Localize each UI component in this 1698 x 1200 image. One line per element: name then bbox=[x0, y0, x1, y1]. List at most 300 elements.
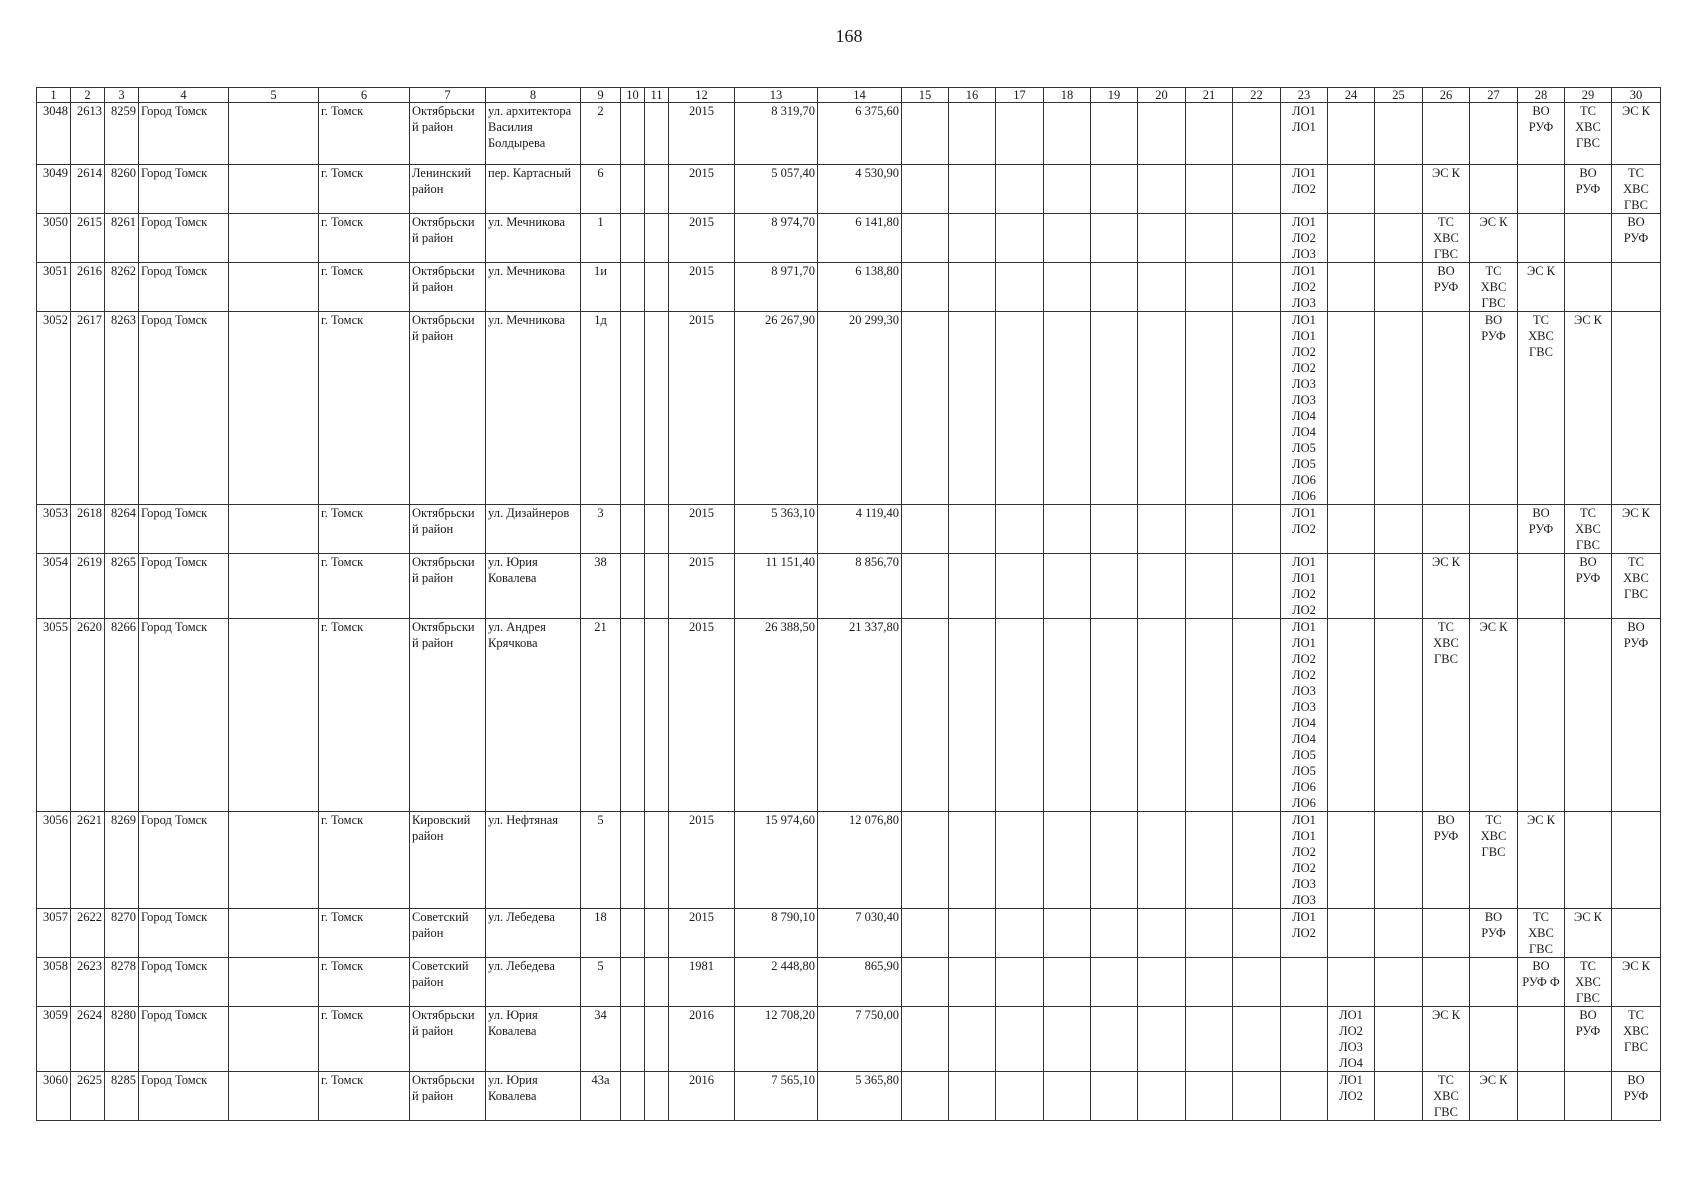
table-cell: 3053 bbox=[37, 505, 71, 554]
table-cell: ул. Мечникова bbox=[486, 312, 581, 505]
table-cell bbox=[1423, 958, 1470, 1007]
table-cell bbox=[1233, 958, 1281, 1007]
table-cell: ТС ХВС ГВС bbox=[1612, 1007, 1661, 1072]
table-cell bbox=[1186, 619, 1233, 812]
table-cell bbox=[996, 1007, 1044, 1072]
table-cell: 2016 bbox=[669, 1072, 735, 1121]
table-cell bbox=[1328, 554, 1375, 619]
table-cell bbox=[229, 1072, 319, 1121]
table-cell bbox=[1470, 505, 1518, 554]
table-cell bbox=[1138, 505, 1186, 554]
table-cell bbox=[1091, 812, 1138, 909]
table-cell bbox=[902, 958, 949, 1007]
table-cell: ВО РУФ bbox=[1565, 1007, 1612, 1072]
table-cell: ВО РУФ bbox=[1470, 909, 1518, 958]
table-cell bbox=[949, 554, 996, 619]
table-cell: г. Томск bbox=[319, 1072, 410, 1121]
table-cell bbox=[1375, 619, 1423, 812]
table-cell bbox=[1375, 1072, 1423, 1121]
table-cell: ЛО1 ЛО1 ЛО2 ЛО2 ЛО3 ЛО3 ЛО4 ЛО4 ЛО5 ЛО5 ЛО6 ЛО6 bbox=[1281, 619, 1328, 812]
table-cell bbox=[1233, 263, 1281, 312]
table-cell: 2015 bbox=[669, 214, 735, 263]
table-cell bbox=[1044, 103, 1091, 165]
table-cell bbox=[902, 103, 949, 165]
table-cell: 12 708,20 bbox=[735, 1007, 818, 1072]
table-cell: г. Томск bbox=[319, 312, 410, 505]
table-cell bbox=[1044, 554, 1091, 619]
table-cell: ЭС К bbox=[1423, 165, 1470, 214]
table-cell: 2617 bbox=[71, 312, 105, 505]
table-cell bbox=[645, 812, 669, 909]
table-cell bbox=[1044, 214, 1091, 263]
table-cell: Советский район bbox=[410, 958, 486, 1007]
column-header: 9 bbox=[581, 88, 621, 103]
table-cell bbox=[1091, 312, 1138, 505]
table-cell bbox=[1186, 1007, 1233, 1072]
table-cell: 2613 bbox=[71, 103, 105, 165]
table-cell: 5 365,80 bbox=[818, 1072, 902, 1121]
table-cell: ЛО1 ЛО2 bbox=[1281, 505, 1328, 554]
column-header: 1 bbox=[37, 88, 71, 103]
table-cell bbox=[229, 165, 319, 214]
table-cell bbox=[1328, 312, 1375, 505]
table-cell bbox=[1044, 909, 1091, 958]
column-number-row bbox=[37, 88, 1661, 103]
column-header: 11 bbox=[645, 88, 669, 103]
table-cell bbox=[1091, 214, 1138, 263]
table-cell bbox=[1186, 909, 1233, 958]
table-cell bbox=[902, 1072, 949, 1121]
table-cell: 7 750,00 bbox=[818, 1007, 902, 1072]
table-cell bbox=[1186, 263, 1233, 312]
table-cell bbox=[996, 214, 1044, 263]
table-cell bbox=[1186, 812, 1233, 909]
table-cell bbox=[996, 1072, 1044, 1121]
table-cell: Город Томск bbox=[139, 263, 229, 312]
table-cell: ЛО1 ЛО2 bbox=[1281, 165, 1328, 214]
table-cell bbox=[1565, 619, 1612, 812]
table-cell: 15 974,60 bbox=[735, 812, 818, 909]
table-cell bbox=[1186, 958, 1233, 1007]
table-cell bbox=[1091, 505, 1138, 554]
table-cell: Октябрьски й район bbox=[410, 1007, 486, 1072]
table-cell bbox=[621, 554, 645, 619]
table-cell bbox=[229, 619, 319, 812]
table-cell bbox=[902, 165, 949, 214]
table-cell bbox=[1044, 1072, 1091, 1121]
table-cell bbox=[1138, 554, 1186, 619]
table-cell: 2 bbox=[581, 103, 621, 165]
table-cell bbox=[229, 909, 319, 958]
table-cell bbox=[621, 165, 645, 214]
table-cell: ТС ХВС ГВС bbox=[1470, 263, 1518, 312]
table-cell bbox=[996, 958, 1044, 1007]
table-cell bbox=[949, 505, 996, 554]
table-cell bbox=[1186, 554, 1233, 619]
table-cell: г. Томск bbox=[319, 554, 410, 619]
table-cell: г. Томск bbox=[319, 103, 410, 165]
table-cell bbox=[1233, 1072, 1281, 1121]
table-row bbox=[37, 165, 1661, 214]
table-cell bbox=[1375, 1007, 1423, 1072]
table-cell bbox=[1328, 958, 1375, 1007]
table-cell bbox=[1186, 103, 1233, 165]
table-cell bbox=[949, 909, 996, 958]
table-cell: ВО РУФ bbox=[1612, 1072, 1661, 1121]
table-cell: 26 388,50 bbox=[735, 619, 818, 812]
table-cell bbox=[1138, 103, 1186, 165]
table-cell: ул. Лебедева bbox=[486, 909, 581, 958]
table-cell: ЛО1 ЛО1 ЛО2 ЛО2 ЛО3 ЛО3 bbox=[1281, 812, 1328, 909]
table-cell bbox=[996, 312, 1044, 505]
table-cell bbox=[1612, 812, 1661, 909]
table-cell bbox=[1138, 263, 1186, 312]
table-cell: ТС ХВС ГВС bbox=[1612, 554, 1661, 619]
table-cell bbox=[1612, 263, 1661, 312]
table-cell: 8266 bbox=[105, 619, 139, 812]
table-cell: Город Томск bbox=[139, 1007, 229, 1072]
column-header: 4 bbox=[139, 88, 229, 103]
column-header: 30 bbox=[1612, 88, 1661, 103]
table-cell: ЛО1 ЛО1 bbox=[1281, 103, 1328, 165]
table-cell: Советский район bbox=[410, 909, 486, 958]
table-cell: 21 bbox=[581, 619, 621, 812]
table-cell: пер. Картасный bbox=[486, 165, 581, 214]
table-cell: ВО РУФ bbox=[1518, 103, 1565, 165]
table-cell: ЭС К bbox=[1423, 554, 1470, 619]
table-cell bbox=[1044, 1007, 1091, 1072]
table-cell bbox=[1186, 214, 1233, 263]
table-cell: 8285 bbox=[105, 1072, 139, 1121]
table-cell: 11 151,40 bbox=[735, 554, 818, 619]
table-cell bbox=[1186, 312, 1233, 505]
table-cell bbox=[1044, 505, 1091, 554]
table-cell bbox=[621, 214, 645, 263]
table-cell: г. Томск bbox=[319, 263, 410, 312]
table-cell: 21 337,80 bbox=[818, 619, 902, 812]
table-row bbox=[37, 1007, 1661, 1072]
table-row bbox=[37, 812, 1661, 909]
table-cell: 2015 bbox=[669, 909, 735, 958]
table-cell bbox=[1375, 165, 1423, 214]
table-cell: 3049 bbox=[37, 165, 71, 214]
table-cell bbox=[1328, 165, 1375, 214]
table-cell bbox=[902, 263, 949, 312]
table-cell bbox=[1138, 1007, 1186, 1072]
table-cell: ЛО1 ЛО2 ЛО3 bbox=[1281, 214, 1328, 263]
table-cell: 3057 bbox=[37, 909, 71, 958]
table-cell bbox=[1375, 554, 1423, 619]
table-cell bbox=[1233, 505, 1281, 554]
table-cell bbox=[1375, 103, 1423, 165]
column-header: 28 bbox=[1518, 88, 1565, 103]
table-cell bbox=[1091, 103, 1138, 165]
table-cell: 865,90 bbox=[818, 958, 902, 1007]
table-cell: ВО РУФ bbox=[1470, 312, 1518, 505]
table-cell bbox=[1375, 263, 1423, 312]
table-cell: 34 bbox=[581, 1007, 621, 1072]
table-cell bbox=[229, 554, 319, 619]
table-cell bbox=[902, 214, 949, 263]
column-header: 20 bbox=[1138, 88, 1186, 103]
column-header: 13 bbox=[735, 88, 818, 103]
table-cell: 3059 bbox=[37, 1007, 71, 1072]
table-cell bbox=[949, 165, 996, 214]
table-cell bbox=[1044, 165, 1091, 214]
table-cell: Октябрьски й район bbox=[410, 214, 486, 263]
table-cell: ЛО1 ЛО2 bbox=[1281, 909, 1328, 958]
column-header: 8 bbox=[486, 88, 581, 103]
table-cell: ЭС К bbox=[1565, 312, 1612, 505]
table-cell: 2015 bbox=[669, 165, 735, 214]
table-cell bbox=[996, 619, 1044, 812]
table-cell: г. Томск bbox=[319, 505, 410, 554]
table-cell: 2015 bbox=[669, 812, 735, 909]
table-cell bbox=[229, 1007, 319, 1072]
table-cell: 2616 bbox=[71, 263, 105, 312]
table-cell bbox=[621, 958, 645, 1007]
table-cell: г. Томск bbox=[319, 909, 410, 958]
table-cell bbox=[1518, 1007, 1565, 1072]
table-cell: ЭС К bbox=[1612, 505, 1661, 554]
table-cell bbox=[1375, 958, 1423, 1007]
table-cell: Город Томск bbox=[139, 1072, 229, 1121]
table-cell: 38 bbox=[581, 554, 621, 619]
table-cell bbox=[229, 214, 319, 263]
table-row bbox=[37, 619, 1661, 812]
table-cell bbox=[996, 103, 1044, 165]
table-cell: ЭС К bbox=[1612, 958, 1661, 1007]
table-cell bbox=[1470, 165, 1518, 214]
table-cell: 8263 bbox=[105, 312, 139, 505]
table-cell: 8262 bbox=[105, 263, 139, 312]
table-cell: ЭС К bbox=[1612, 103, 1661, 165]
column-header: 7 bbox=[410, 88, 486, 103]
table-cell bbox=[229, 263, 319, 312]
table-cell bbox=[1233, 214, 1281, 263]
table-cell bbox=[949, 312, 996, 505]
table-cell: г. Томск bbox=[319, 214, 410, 263]
table-cell: 1и bbox=[581, 263, 621, 312]
table-cell bbox=[1044, 312, 1091, 505]
table-cell: 8278 bbox=[105, 958, 139, 1007]
table-cell bbox=[1138, 812, 1186, 909]
table-cell bbox=[645, 554, 669, 619]
table-cell: Октябрьски й район bbox=[410, 505, 486, 554]
table-cell: 7 565,10 bbox=[735, 1072, 818, 1121]
table-cell: 5 363,10 bbox=[735, 505, 818, 554]
column-header: 24 bbox=[1328, 88, 1375, 103]
table-cell: г. Томск bbox=[319, 958, 410, 1007]
table-cell bbox=[1233, 165, 1281, 214]
table-cell: 3051 bbox=[37, 263, 71, 312]
table-cell: ТС ХВС ГВС bbox=[1565, 958, 1612, 1007]
table-cell: 5 bbox=[581, 958, 621, 1007]
table-cell bbox=[1565, 214, 1612, 263]
table-row bbox=[37, 312, 1661, 505]
table-cell bbox=[1518, 1072, 1565, 1121]
table-cell: 8280 bbox=[105, 1007, 139, 1072]
table-cell: Город Томск bbox=[139, 619, 229, 812]
column-header: 19 bbox=[1091, 88, 1138, 103]
table-cell bbox=[996, 554, 1044, 619]
column-header: 2 bbox=[71, 88, 105, 103]
table-cell: Город Томск bbox=[139, 909, 229, 958]
table-cell bbox=[902, 619, 949, 812]
table-row bbox=[37, 263, 1661, 312]
page-number: 168 bbox=[835, 26, 863, 46]
table-cell bbox=[1091, 1007, 1138, 1072]
table-cell bbox=[1470, 1007, 1518, 1072]
table-cell: 2620 bbox=[71, 619, 105, 812]
table-cell bbox=[902, 812, 949, 909]
table-cell bbox=[645, 312, 669, 505]
table-cell: Город Томск bbox=[139, 505, 229, 554]
table-cell bbox=[1138, 909, 1186, 958]
table-cell: ТС ХВС ГВС bbox=[1423, 1072, 1470, 1121]
table-cell: 2618 bbox=[71, 505, 105, 554]
table-row bbox=[37, 554, 1661, 619]
table-cell: г. Томск bbox=[319, 812, 410, 909]
table-cell: 8265 bbox=[105, 554, 139, 619]
table-cell: ЭС К bbox=[1518, 263, 1565, 312]
table-row bbox=[37, 1072, 1661, 1121]
table-cell: 2624 bbox=[71, 1007, 105, 1072]
table-cell: ул. Андрея Крячкова bbox=[486, 619, 581, 812]
table-cell: 2016 bbox=[669, 1007, 735, 1072]
table-cell: 12 076,80 bbox=[818, 812, 902, 909]
table-cell bbox=[1612, 909, 1661, 958]
table-cell bbox=[1233, 103, 1281, 165]
table-cell bbox=[1138, 312, 1186, 505]
table-cell: 18 bbox=[581, 909, 621, 958]
table-cell: 8261 bbox=[105, 214, 139, 263]
table-cell bbox=[645, 263, 669, 312]
table-cell: г. Томск bbox=[319, 1007, 410, 1072]
table-cell bbox=[645, 909, 669, 958]
table-cell: Город Томск bbox=[139, 812, 229, 909]
table-cell: 3 bbox=[581, 505, 621, 554]
table-cell bbox=[229, 103, 319, 165]
column-header: 12 bbox=[669, 88, 735, 103]
table-cell bbox=[621, 505, 645, 554]
table-cell: 4 530,90 bbox=[818, 165, 902, 214]
table-cell bbox=[949, 214, 996, 263]
table-cell bbox=[229, 505, 319, 554]
table-cell bbox=[949, 1072, 996, 1121]
column-header: 16 bbox=[949, 88, 996, 103]
table-cell bbox=[1375, 214, 1423, 263]
table-cell bbox=[1233, 1007, 1281, 1072]
table-cell: ул. Мечникова bbox=[486, 263, 581, 312]
table-cell: ТС ХВС ГВС bbox=[1518, 312, 1565, 505]
table-cell: 2619 bbox=[71, 554, 105, 619]
table-cell: 2015 bbox=[669, 505, 735, 554]
table-cell: 7 030,40 bbox=[818, 909, 902, 958]
table-cell bbox=[902, 554, 949, 619]
table-cell: Город Томск bbox=[139, 554, 229, 619]
table-cell bbox=[1138, 958, 1186, 1007]
table-cell bbox=[1328, 214, 1375, 263]
table-cell: 26 267,90 bbox=[735, 312, 818, 505]
table-cell bbox=[645, 505, 669, 554]
table-cell bbox=[1091, 165, 1138, 214]
table-cell bbox=[645, 619, 669, 812]
table-cell: ЭС К bbox=[1423, 1007, 1470, 1072]
table-cell bbox=[621, 312, 645, 505]
table-cell bbox=[1375, 812, 1423, 909]
table-cell bbox=[1233, 312, 1281, 505]
table-cell bbox=[1091, 263, 1138, 312]
table-cell bbox=[621, 263, 645, 312]
table-cell bbox=[1233, 812, 1281, 909]
table-cell bbox=[1091, 909, 1138, 958]
table-cell: 2623 bbox=[71, 958, 105, 1007]
table-row bbox=[37, 958, 1661, 1007]
table-cell: ЭС К bbox=[1470, 1072, 1518, 1121]
table-cell: Октябрьски й район bbox=[410, 619, 486, 812]
table-cell: ТС ХВС ГВС bbox=[1518, 909, 1565, 958]
table-cell: 2015 bbox=[669, 554, 735, 619]
table-cell bbox=[645, 214, 669, 263]
table-cell bbox=[949, 619, 996, 812]
table-cell: 8260 bbox=[105, 165, 139, 214]
table-cell bbox=[1044, 619, 1091, 812]
column-header: 25 bbox=[1375, 88, 1423, 103]
column-header: 21 bbox=[1186, 88, 1233, 103]
table-cell bbox=[1186, 1072, 1233, 1121]
table-cell: 8 790,10 bbox=[735, 909, 818, 958]
table-cell: ЛО1 ЛО1 ЛО2 ЛО2 ЛО3 ЛО3 ЛО4 ЛО4 ЛО5 ЛО5 ЛО6 ЛО6 bbox=[1281, 312, 1328, 505]
column-header: 10 bbox=[621, 88, 645, 103]
table-cell: Октябрьски й район bbox=[410, 1072, 486, 1121]
table-cell bbox=[1328, 263, 1375, 312]
table-cell: ул. Лебедева bbox=[486, 958, 581, 1007]
table-cell: ЭС К bbox=[1470, 214, 1518, 263]
table-cell: ТС ХВС ГВС bbox=[1565, 505, 1612, 554]
table-cell: 1 bbox=[581, 214, 621, 263]
table-cell: Октябрьски й район bbox=[410, 103, 486, 165]
table-cell bbox=[1328, 812, 1375, 909]
table-cell: ЭС К bbox=[1565, 909, 1612, 958]
table-cell: ЛО1 ЛО2 bbox=[1328, 1072, 1375, 1121]
column-header: 27 bbox=[1470, 88, 1518, 103]
table-cell bbox=[1612, 312, 1661, 505]
table-cell: 6 bbox=[581, 165, 621, 214]
table-cell: ЛО1 ЛО2 ЛО3 bbox=[1281, 263, 1328, 312]
table-cell: ТС ХВС ГВС bbox=[1565, 103, 1612, 165]
table-cell bbox=[1091, 619, 1138, 812]
table-cell: ЭС К bbox=[1470, 619, 1518, 812]
table-cell: Октябрьски й район bbox=[410, 263, 486, 312]
table-cell bbox=[645, 103, 669, 165]
table-cell: ВО РУФ bbox=[1518, 505, 1565, 554]
table-row bbox=[37, 909, 1661, 958]
table-cell bbox=[1091, 958, 1138, 1007]
table-cell: ул. Юрия Ковалева bbox=[486, 554, 581, 619]
column-header: 5 bbox=[229, 88, 319, 103]
table-cell bbox=[1044, 958, 1091, 1007]
table-cell: 6 375,60 bbox=[818, 103, 902, 165]
table-cell bbox=[1518, 619, 1565, 812]
table-cell bbox=[1565, 1072, 1612, 1121]
table-cell bbox=[1423, 312, 1470, 505]
table-cell: 3050 bbox=[37, 214, 71, 263]
table-cell: ВО РУФ bbox=[1565, 554, 1612, 619]
table-cell: 1981 bbox=[669, 958, 735, 1007]
column-header: 17 bbox=[996, 88, 1044, 103]
table-cell bbox=[996, 812, 1044, 909]
